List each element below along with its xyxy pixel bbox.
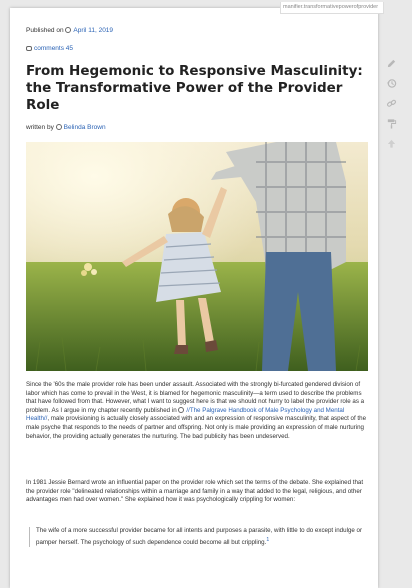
edit-button[interactable] bbox=[384, 56, 398, 70]
author-line bbox=[26, 124, 106, 131]
published-line bbox=[26, 27, 113, 34]
paint-roller-icon bbox=[386, 118, 397, 129]
published-prefix: Published on bbox=[26, 27, 64, 34]
history-button[interactable] bbox=[384, 76, 398, 90]
footnote-link[interactable]: 1 bbox=[266, 536, 270, 543]
block-quote bbox=[29, 527, 369, 547]
edit-icon bbox=[386, 58, 397, 69]
paragraph-1 bbox=[26, 381, 368, 441]
back-to-top-button[interactable] bbox=[384, 136, 398, 150]
user-icon bbox=[56, 124, 62, 130]
paragraph-1-start: Since the '60s the male provider role has been under assault. Associated with the strongly bi-furcated gendered division of labor which has come to prevail in the West, it is blamed for hegemonic masculinity—a term used to describe the problems that have followed from that. However, what I want to suggest here is that we should not hurry to label the provider role as a problem. As I argue in my chapter recently published in bbox=[26, 381, 365, 414]
paragraph-2: In 1981 Jessie Bernard wrote an influential paper on the provider role which set the terms of the debate. She explained that the provider role "delineated relationships within a marriage and family in a way that added to the legal, religious, and other advantages men had over women." She explained how it was psychologically crippling for women: bbox=[26, 479, 364, 504]
comments-link[interactable]: comments 45 bbox=[34, 45, 74, 52]
link-icon bbox=[386, 98, 397, 109]
comments-line bbox=[26, 45, 73, 52]
page-slug: manifier.transformativepowerofprovider bbox=[280, 2, 384, 14]
hero-image bbox=[26, 142, 368, 371]
side-toolbar bbox=[384, 56, 400, 156]
calendar-icon bbox=[65, 27, 71, 33]
palgrave-handbook-link[interactable]: //The Palgrave Handbook of Male Psychology and Mental Health// bbox=[26, 406, 345, 423]
quote-text: The wife of a more successful provider became for all intents and purposes a parasite, with little to do except indulge or pamper herself. The psychology of such dependence could become all but crippling. bbox=[36, 527, 363, 546]
author-link[interactable]: Belinda Brown bbox=[63, 124, 106, 131]
article-title: From Hegemonic to Responsive Masculinity: the Transformative Power of the Provider Role bbox=[26, 63, 363, 113]
style-button[interactable] bbox=[384, 116, 398, 130]
arrow-up-icon bbox=[386, 138, 397, 149]
comments-icon bbox=[26, 46, 32, 51]
book-icon bbox=[178, 407, 184, 413]
published-date-link[interactable]: April 11, 2019 bbox=[73, 27, 114, 34]
history-icon bbox=[386, 78, 397, 89]
paragraph-1-end: , male provisioning is actually closely associated with and an expression of responsive masculinity, that aspect of the male psyche that responds to the needs of partner and offspring. Not only is male providing an expression of male nurturing behavior, the providing actually generates the nurturing. The bad publicity has been undeserved. bbox=[26, 415, 367, 440]
link-button[interactable] bbox=[384, 96, 398, 110]
written-by-prefix: written by bbox=[26, 124, 54, 131]
